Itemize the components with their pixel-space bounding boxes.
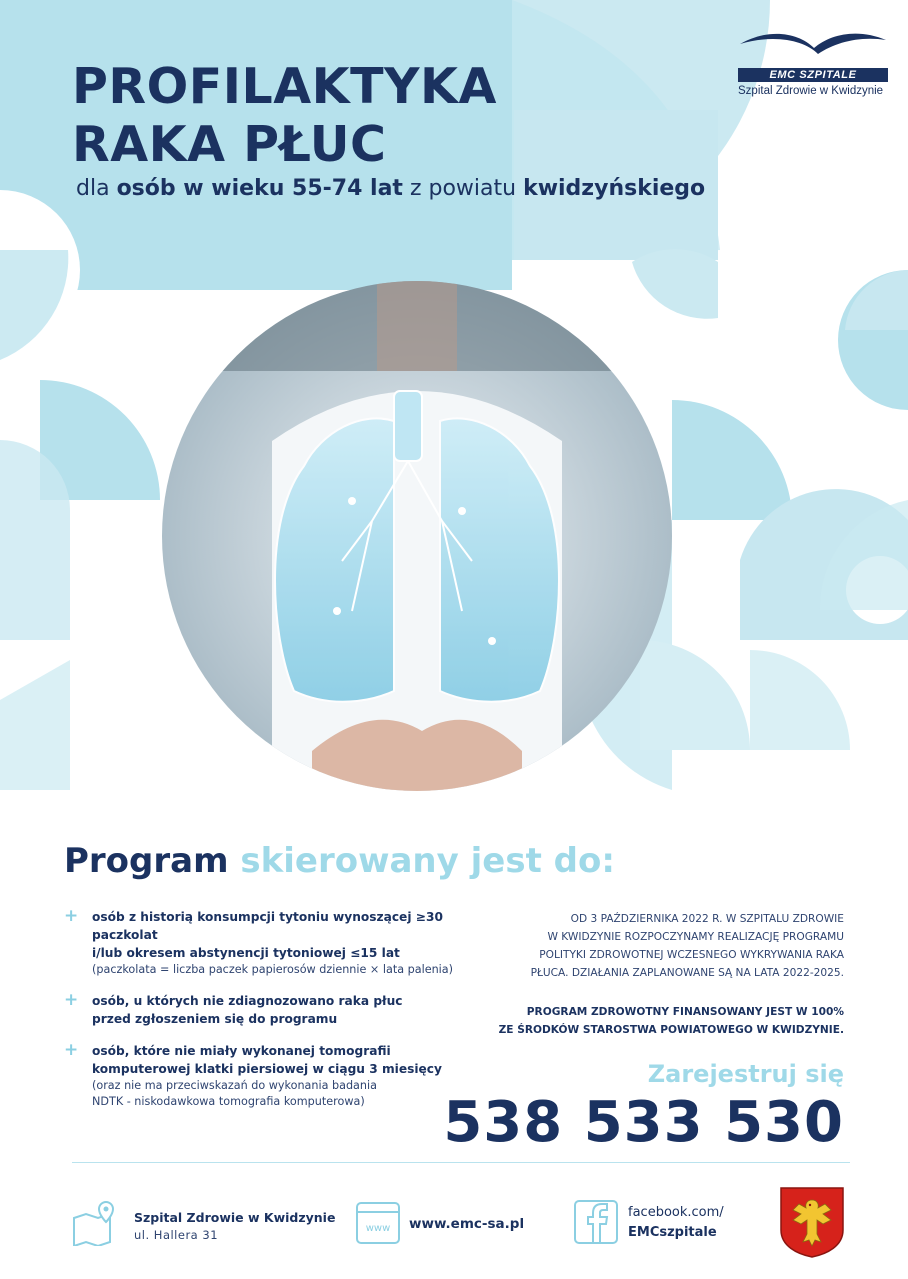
footer-divider: [72, 1162, 850, 1163]
facebook-icon: [574, 1200, 618, 1244]
list-item: [64, 992, 484, 1028]
coat-of-arms-icon: [779, 1186, 845, 1258]
program-heading-light: skierowany jest do:: [240, 841, 615, 881]
subtitle-age: osób w wieku 55-74 lat: [116, 176, 403, 201]
program-info: OD 3 PAŹDZIERNIKA 2022 R. W SZPITALU ZDROWIE W KWIDZYNIE ROZPOCZYNAMY REALIZACJĘ PROGRAMU POLITYKI ZDROWOTNEJ WCZESNEGO WYKRYWANIA RAKA PŁUCA. DZIAŁANIA ZAPLANOWANE SĄ NA LATA 2022-2025.: [530, 913, 844, 979]
www-label: www: [365, 1223, 391, 1234]
program-heading-dark: Program: [64, 841, 229, 881]
criterion-main: osób, u których nie zdiagnozowano raka płuc przed zgłoszeniem się do programu: [92, 994, 403, 1026]
website-link[interactable]: www.emc-sa.pl: [409, 1216, 525, 1232]
footer-hospital-name: Szpital Zdrowie w Kwidzynie: [134, 1210, 336, 1225]
subtitle: [76, 174, 705, 204]
page-title: [72, 58, 497, 174]
list-item: [64, 1042, 484, 1110]
title-line-1: PROFILAKTYKA: [72, 58, 497, 115]
emc-logo: [738, 28, 888, 97]
plus-icon: +: [64, 1040, 79, 1060]
criterion-main: osób, które nie miały wykonanej tomografii komputerowej klatki piersiowej w ciągu 3 miesięcy: [92, 1044, 442, 1076]
subtitle-part: dla: [76, 176, 117, 201]
criterion-main: osób z historią konsumpcji tytoniu wynoszącej ≥30 paczkolat i/lub okresem abstynencji tytoniowej ≤15 lat: [92, 910, 443, 960]
list-item: [64, 908, 484, 978]
criteria-list: [64, 908, 484, 1124]
plus-icon: +: [64, 990, 79, 1010]
logo-band: EMC SZPITALE: [738, 68, 888, 82]
hero-lungs-image: [162, 281, 672, 791]
criterion-note: (paczkolata = liczba paczek papierosów dziennie × lata palenia): [92, 963, 453, 976]
map-pin-icon: [72, 1200, 118, 1246]
phone-number[interactable]: 538 533 530: [443, 1090, 844, 1155]
logo-subtitle: Szpital Zdrowie w Kwidzynie: [738, 85, 884, 97]
criterion-note: (oraz nie ma przeciwskazań do wykonania badania NDTK - niskodawkowa tomografia komputerowa): [92, 1079, 377, 1108]
program-heading: [64, 838, 615, 884]
subtitle-region: kwidzyńskiego: [523, 176, 706, 201]
footer-address: ul. Hallera 31: [134, 1228, 219, 1242]
facebook-line-1[interactable]: facebook.com/: [628, 1205, 724, 1220]
funding-info: PROGRAM ZDROWOTNY FINANSOWANY JEST W 100% ZE ŚRODKÓW STAROSTWA POWIATOWEGO W KWIDZYNIE.: [498, 1006, 844, 1036]
browser-icon: [356, 1202, 400, 1244]
facebook-line-2[interactable]: EMCszpitale: [628, 1225, 717, 1240]
plus-icon: +: [64, 906, 79, 926]
logo-wave-icon: [738, 28, 888, 56]
subtitle-part: z powiatu: [402, 176, 524, 201]
register-label: Zarejestruj się: [647, 1060, 844, 1088]
title-line-2: RAKA PŁUC: [72, 116, 387, 173]
